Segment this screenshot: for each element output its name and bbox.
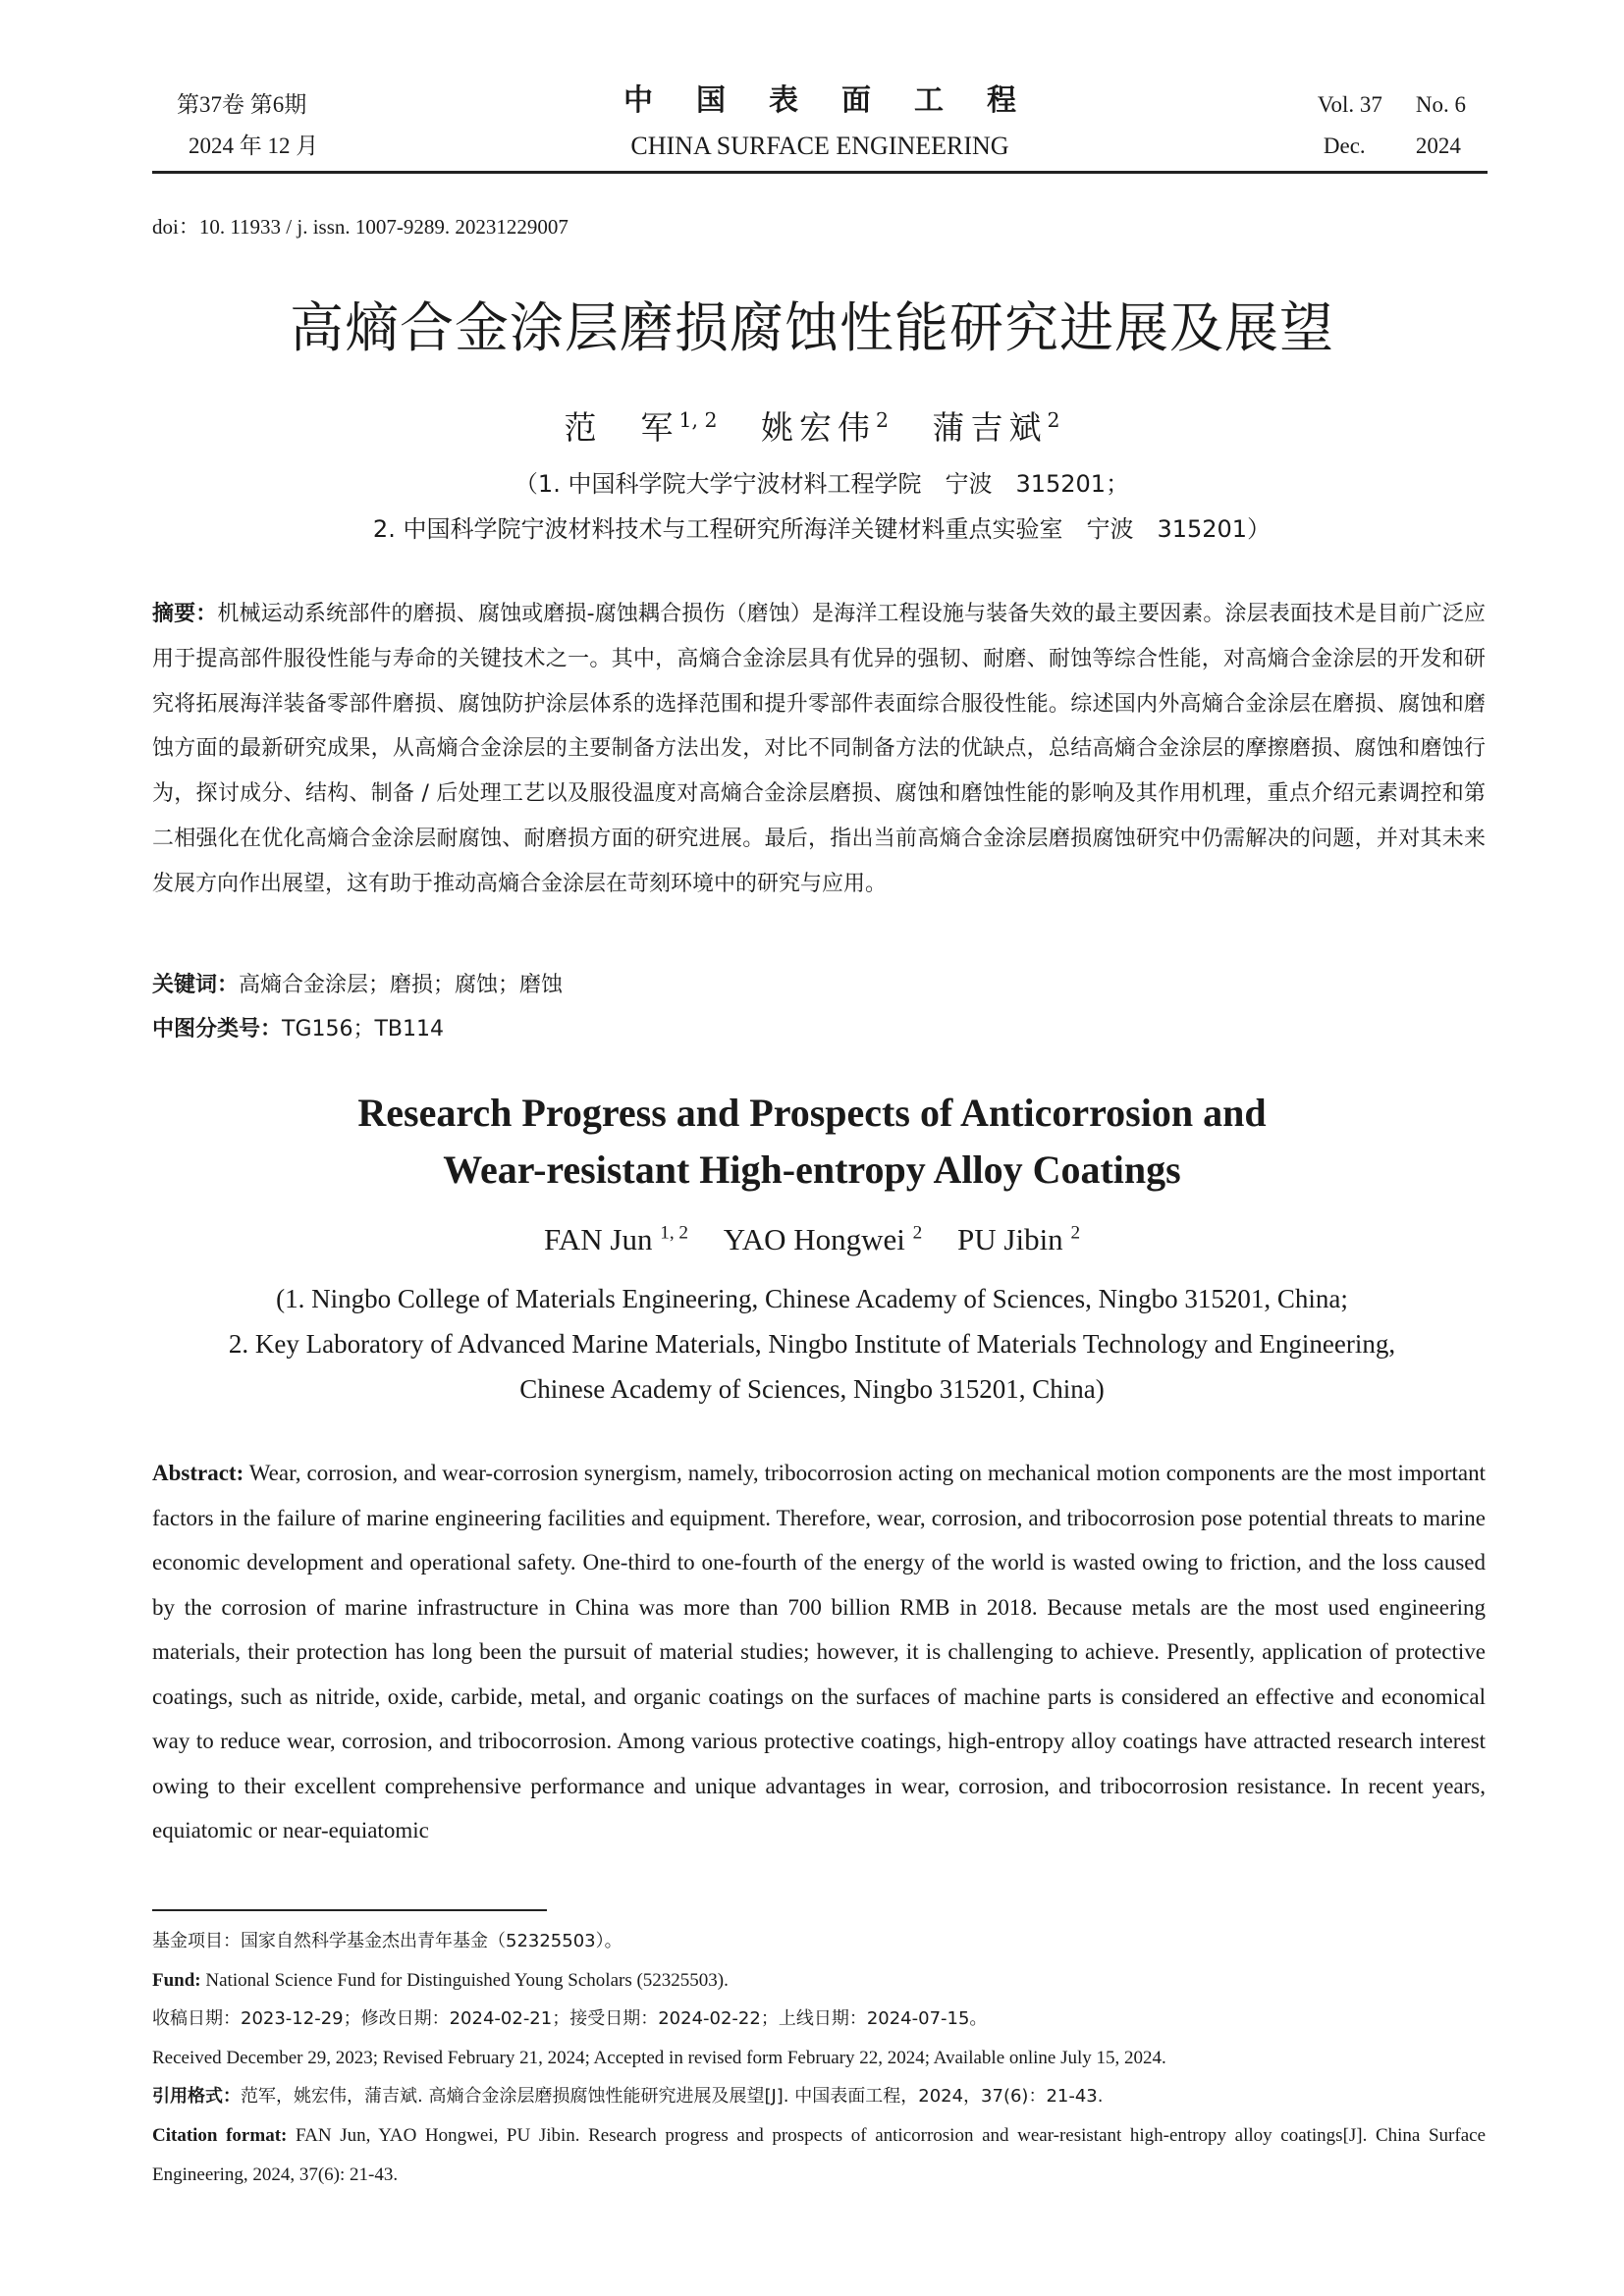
dates-en: Received December 29, 2023; Revised February 21, 2024; Accepted in revised form February 22, 2024; Available online July 15, 2024. [152, 2047, 1166, 2068]
abstract-en [152, 1451, 1486, 1853]
volume-issue-cn: 第37卷 第6期 [177, 92, 307, 117]
authors-cn [0, 402, 1624, 449]
affiliation-line: （1. 中国科学院大学宁波材料工程学院 宁波 315201； [514, 470, 1130, 498]
title-en: Research Progress and Prospects of Anticorrosion and Wear-resistant High-entropy Alloy Coatings [357, 1091, 1267, 1192]
dates-cn: 收稿日期：2023-12-29；修改日期：2024-02-21；接受日期：2024-02-22；上线日期：2024-07-15。 [152, 2008, 988, 2030]
header-journal [574, 80, 1065, 167]
affiliation-line: 2. 中国科学院宁波材料技术与工程研究所海洋关键材料重点实验室 宁波 315201） [372, 515, 1272, 543]
authors-en [0, 1222, 1624, 1257]
keywords-cn: 关键词：高熵合金涂层；磨损；腐蚀；磨蚀 [152, 973, 564, 997]
abstract-cn [152, 592, 1486, 907]
author-en: FAN Jun $^{1, 2}$ [543, 1222, 689, 1256]
abstract-cn-label: 摘要： [152, 602, 218, 626]
fund-cn: 基金项目：国家自然科学基金杰出青年基金（52325503）。 [152, 1931, 623, 1951]
affiliations-cn [0, 461, 1624, 552]
journal-name-en: CHINA SURFACE ENGINEERING [630, 132, 1009, 160]
classification-cn: 中图分类号：TG156；TB114 [152, 1017, 445, 1041]
doi[interactable]: doi：10. 11933 / j. issn. 1007-9289. 20231229007 [152, 215, 568, 239]
affiliations-en [0, 1276, 1624, 1412]
footnote-rule [152, 1909, 547, 1911]
author-cn: 姚宏伟$^2$ [760, 408, 889, 447]
fund-en: Fund: National Science Fund for Distinguished Young Scholars (52325503). [152, 1969, 729, 1991]
author-cn: 范 军$^{1, 2}$ [564, 408, 718, 447]
affiliation-line: 2. Key Laboratory of Advanced Marine Materials, Ningbo Institute of Materials Technology and Engineering, [228, 1329, 1396, 1359]
citation-en: Citation format: FAN Jun, YAO Hongwei, PU Jibin. Research progress and prospects of anticorrosion and wear-resistant high-entropy alloy coatings[J]. China Surface Engineering, 2024, 37(6): 21-43. [152, 2124, 1486, 2185]
author-en: YAO Hongwei $^2$ [723, 1222, 923, 1256]
journal-name-cn: 中国表面工程 [623, 83, 1059, 118]
abstract-cn-text: 机械运动系统部件的磨损、腐蚀或磨损-腐蚀耦合损伤（磨蚀）是海洋工程设施与装备失效的最主要因素。涂层表面技术是目前广泛应用于提高部件服役性能与寿命的关键技术之一。其中，高熵合金涂层具有优异的强韧、耐磨、耐蚀等综合性能，对高熵合金涂层的开发和研究将拓展海洋装备零部件磨损、腐蚀防护涂层体系的选择范围和提升零部件表面综合服役性能。综述国内外高熵合金涂层在磨损、腐蚀和磨蚀方面的最新研究成果，从高熵合金涂层的主要制备方法出发，对比不同制备方法的优缺点，总结高熵合金涂层的摩擦磨损、腐蚀和磨蚀行为，探讨成分、结构、制备 / 后处理工艺以及服役温度对高熵合金涂层磨损、腐蚀和磨蚀性能的影响及其作用机理，重点介绍元素调控和第二相强化在优化高熵合金涂层耐腐蚀、耐磨损方面的研究进展。最后，指出当前高熵合金涂层磨损腐蚀研究中仍需解决的问题，并对其未来发展方向作出展望，这有助于推动高熵合金涂层在苛刻环境中的研究与应用。 [152, 602, 1486, 896]
author-en: PU Jibin $^2$ [957, 1222, 1081, 1256]
running-header [152, 79, 1488, 173]
footnotes [152, 1922, 1486, 2194]
issue-en: No. 6 [1415, 92, 1466, 117]
date-cn: 2024 年 12 月 [189, 133, 319, 158]
abstract-en-text: Wear, corrosion, and wear-corrosion synergism, namely, tribocorrosion acting on mechanical motion components are the most important factors in the failure of marine engineering facilities and equipment. Therefore, wear, corrosion, and tribocorrosion pose potential threats to marine economic development and operational safety. One-third to one-fourth of the energy of the world is wasted owing to friction, and the loss caused by the corrosion of marine infrastructure in China was more than 700 billion RMB in 2018. Because metals are the most used engineering materials, their protection has long been the pursuit of material studies; however, it is challenging to achieve. Presently, application of protective coatings, such as nitride, oxide, carbide, metal, and organic coatings on the surfaces of machine parts is considered an effective and economical way to reduce wear, corrosion, and tribocorrosion. Among various protective coatings, high-entropy alloy coatings have attracted research interest owing to their excellent comprehensive performance and unique advantages in wear, corrosion, and tribocorrosion resistance. In recent years, equiatomic or near-equiatomic [152, 1461, 1486, 1842]
volume-en: Vol. 37 [1317, 92, 1382, 117]
affiliation-line: Chinese Academy of Sciences, Ningbo 315201, China) [519, 1374, 1105, 1404]
month-en: Dec. [1323, 133, 1366, 158]
affiliation-line: (1. Ningbo College of Materials Engineering, Chinese Academy of Sciences, Ningbo 315201, China; [276, 1284, 1348, 1313]
header-rule [152, 171, 1488, 174]
title-cn: 高熵合金涂层磨损腐蚀性能研究进展及展望 [289, 296, 1334, 359]
abstract-en-label: Abstract: [152, 1461, 244, 1485]
author-cn: 蒲吉斌$^2$ [932, 408, 1060, 447]
header-right [1318, 84, 1466, 167]
year-en: 2024 [1415, 133, 1461, 158]
citation-cn: 引用格式：范军，姚宏伟，蒲吉斌. 高熵合金涂层磨损腐蚀性能研究进展及展望[J]. 中国表面工程，2024，37(6)：21-43. [152, 2086, 1104, 2108]
header-left [177, 84, 318, 167]
